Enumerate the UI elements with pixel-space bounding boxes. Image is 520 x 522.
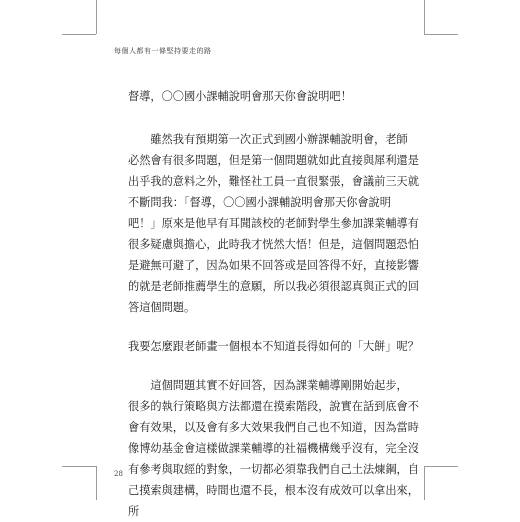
crop-mark-top-right-v: [424, 0, 425, 34]
paragraph-2-line: 己摸索與建構，時間也還不長，根本沒有成效可以拿出來，: [128, 484, 419, 497]
paragraph-1-line: 不斷問我：「督導，〇〇國小課輔說明會那天你會說明: [128, 196, 391, 209]
paragraph-2-line: 這個問題其實不好回答，因為課業輔導剛開始起步，: [128, 379, 408, 392]
section-heading: 督導，〇〇國小課輔說明會那天你會說明吧！: [128, 90, 352, 103]
crop-mark-top-left-v: [96, 0, 97, 34]
paragraph-1-line: 答這個問題。: [128, 301, 196, 314]
paragraph-1-line: 吧！」原來是他早有耳聞該校的老師對學生參加課業輔導有: [128, 217, 419, 230]
paragraph-1: [128, 129, 422, 318]
paragraph-2-line: 所: [128, 505, 140, 518]
crop-mark-top-right-h: [424, 34, 458, 35]
section-heading-2: 我要怎麼跟老師畫一個根本不知道長得如何的「大餅」呢？: [128, 340, 419, 353]
paragraph-1-line: 的就是老師推薦學生的意願，所以我必須很認真與正式的回: [128, 280, 419, 293]
crop-mark-bottom-right-v: [424, 466, 425, 500]
page-number: 28: [114, 470, 123, 478]
paragraph-2-line: 很多的執行策略與方法都還在摸索階段，說實在話到底會不: [128, 400, 419, 413]
crop-mark-top-left-h: [62, 34, 96, 35]
paragraph-1-line: 必然會有很多問題，但是第一個問題就如此直接與犀利還是: [128, 154, 419, 167]
paragraph-2-line: 會有效果，以及會有多大效果我們自己也不知道，因為當時: [128, 421, 419, 434]
crop-mark-bottom-left-v: [96, 466, 97, 500]
running-header: 每個人都有一條堅持要走的路: [114, 47, 212, 55]
paragraph-1-line: 很多疑慮與擔心，此時我才恍然大悟！但是，這個問題恐怕: [128, 238, 419, 251]
paragraph-2-line: 有參考與取經的對象，一切都必須靠我們自己土法煉鋼，自: [128, 463, 419, 476]
crop-mark-bottom-left-h: [62, 466, 96, 467]
paragraph-1-line: 雖然我有預期第一次正式到國小辦課輔說明會，老師: [128, 133, 408, 146]
paragraph-1-line: 是避無可避了，因為如果不回答或是回答得不好，直接影響: [128, 259, 419, 272]
crop-mark-bottom-right-h: [424, 466, 458, 467]
page-body: [128, 86, 422, 522]
paragraph-2-line: 像博幼基金會這樣做課業輔導的社福機構幾乎沒有，完全沒: [128, 442, 419, 455]
paragraph-1-line: 出乎我的意料之外，難怪社工員一直很緊張，會議前三天就: [128, 175, 419, 188]
